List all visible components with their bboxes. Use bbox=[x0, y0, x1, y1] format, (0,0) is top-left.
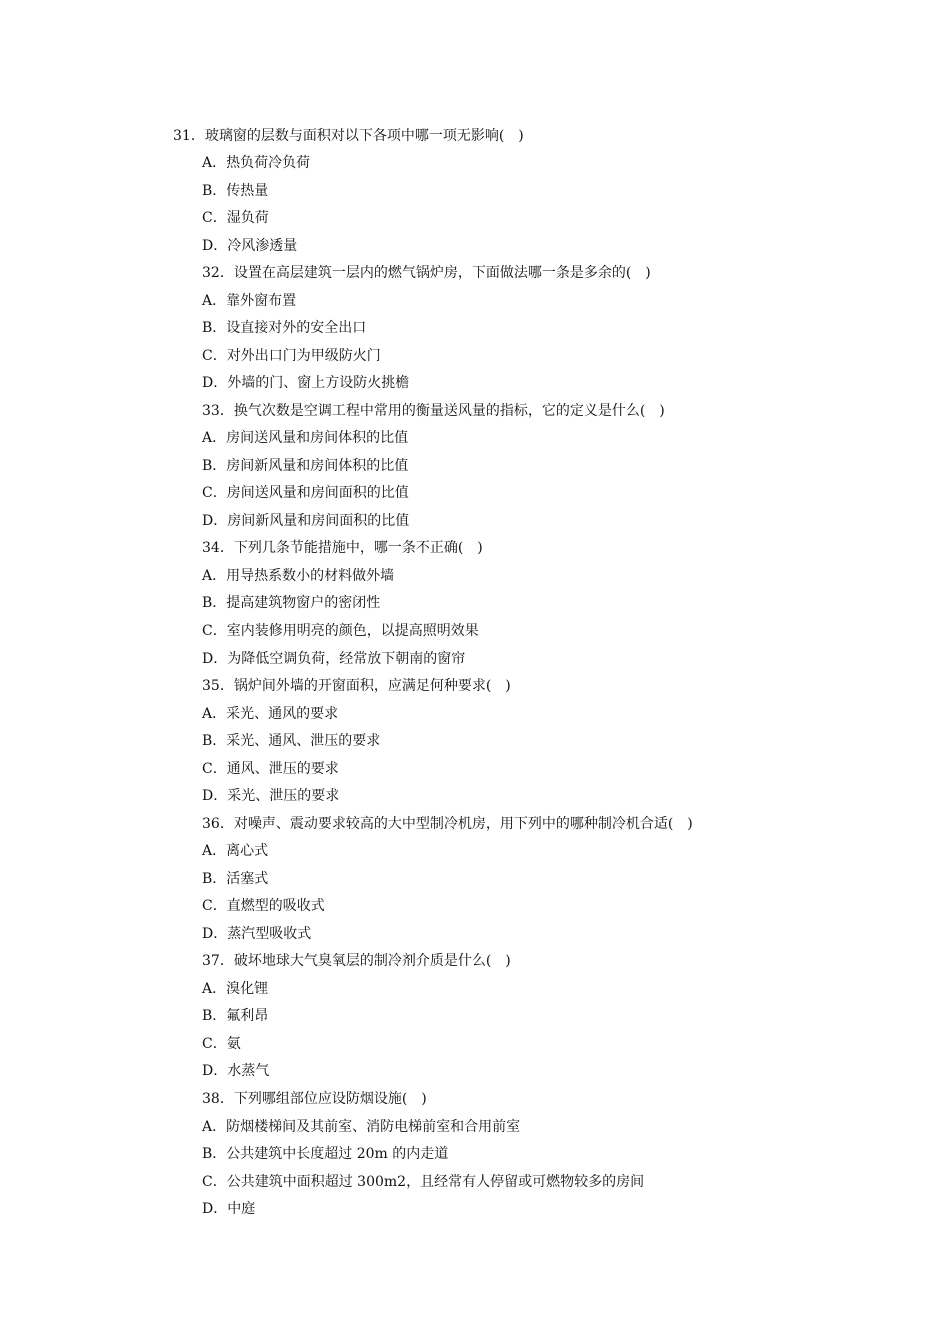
question-32-option-a: A．靠外窗布置 bbox=[202, 293, 297, 309]
question-37-option-c: C．氨 bbox=[202, 1036, 241, 1052]
question-37-option-d: D．水蒸气 bbox=[202, 1063, 270, 1079]
question-36-option-b: B．活塞式 bbox=[202, 871, 269, 887]
question-38-option-b: B．公共建筑中长度超过 20m 的内走道 bbox=[202, 1146, 449, 1162]
question-38-option-c: C．公共建筑中面积超过 300m2，且经常有人停留或可燃物较多的房间 bbox=[202, 1174, 645, 1190]
question-35-option-d: D．采光、泄压的要求 bbox=[202, 788, 340, 804]
question-34-stem: 34．下列几条节能措施中，哪一条不正确( ) bbox=[202, 540, 483, 556]
question-33-option-c: C．房间送风量和房间面积的比值 bbox=[202, 485, 409, 501]
question-37-option-b: B．氟利昂 bbox=[202, 1008, 269, 1024]
question-35-stem: 35．锅炉间外墙的开窗面积，应满足何种要求( ) bbox=[202, 678, 511, 694]
question-36-option-c: C．直燃型的吸收式 bbox=[202, 898, 325, 914]
question-31-option-d: D．冷风渗透量 bbox=[202, 238, 298, 254]
question-34-option-c: C．室内装修用明亮的颜色，以提高照明效果 bbox=[202, 623, 479, 639]
question-36-option-d: D．蒸汽型吸收式 bbox=[202, 926, 312, 942]
question-37-stem: 37．破坏地球大气臭氧层的制冷剂介质是什么( ) bbox=[202, 953, 511, 969]
question-38-stem: 38．下列哪组部位应设防烟设施( ) bbox=[202, 1091, 427, 1107]
question-31-option-c: C．湿负荷 bbox=[202, 210, 269, 226]
question-31-stem: 31．玻璃窗的层数与面积对以下各项中哪一项无影响( ) bbox=[173, 128, 524, 144]
question-34-option-b: B．提高建筑物窗户的密闭性 bbox=[202, 595, 381, 611]
question-32-option-b: B．设直接对外的安全出口 bbox=[202, 320, 367, 336]
question-35-option-c: C．通风、泄压的要求 bbox=[202, 761, 339, 777]
question-31-option-b: B．传热量 bbox=[202, 183, 269, 199]
question-38-option-a: A．防烟楼梯间及其前室、消防电梯前室和合用前室 bbox=[202, 1119, 521, 1135]
question-35-option-b: B．采光、通风、泄压的要求 bbox=[202, 733, 381, 749]
question-33-stem: 33．换气次数是空调工程中常用的衡量送风量的指标，它的定义是什么( ) bbox=[202, 403, 665, 419]
question-35-option-a: A．采光、通风的要求 bbox=[202, 706, 339, 722]
question-32-option-c: C．对外出口门为甲级防火门 bbox=[202, 348, 381, 364]
question-34-option-d: D．为降低空调负荷，经常放下朝南的窗帘 bbox=[202, 651, 466, 667]
question-33-option-a: A．房间送风量和房间体积的比值 bbox=[202, 430, 409, 446]
question-33-option-b: B．房间新风量和房间体积的比值 bbox=[202, 458, 409, 474]
question-37-option-a: A．溴化锂 bbox=[202, 981, 269, 997]
question-36-option-a: A．离心式 bbox=[202, 843, 269, 859]
question-33-option-d: D．房间新风量和房间面积的比值 bbox=[202, 513, 410, 529]
question-34-option-a: A．用导热系数小的材料做外墙 bbox=[202, 568, 395, 584]
question-32-option-d: D．外墙的门、窗上方设防火挑檐 bbox=[202, 375, 410, 391]
question-32-stem: 32．设置在高层建筑一层内的燃气锅炉房，下面做法哪一条是多余的( ) bbox=[202, 265, 651, 281]
question-36-stem: 36．对噪声、震动要求较高的大中型制冷机房，用下列中的哪种制冷机合适( ) bbox=[202, 816, 693, 832]
question-38-option-d: D．中庭 bbox=[202, 1201, 256, 1217]
question-31-option-a: A．热负荷冷负荷 bbox=[202, 155, 311, 171]
